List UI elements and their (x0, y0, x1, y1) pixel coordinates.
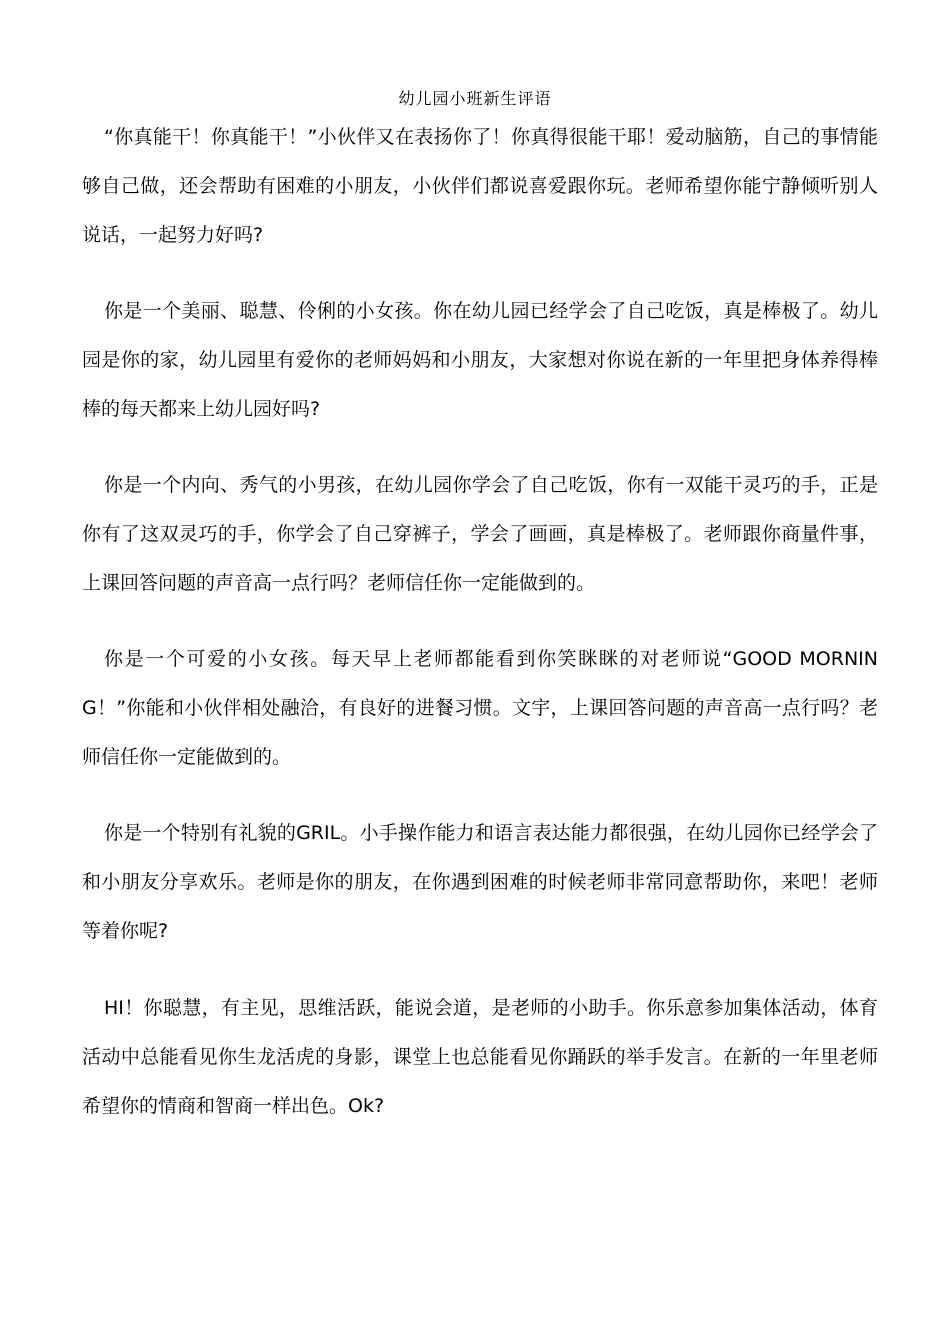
comment-paragraph-2: 你是一个美丽、聪慧、伶俐的小女孩。你在幼儿园已经学会了自己吃饭，真是棒极了。幼儿园是你的家，幼儿园里有爱你的老师妈妈和小朋友，大家想对你说在新的一年里把身体养得棒棒的每天都来上幼儿园好吗? (82, 300, 878, 420)
comment-paragraph-5: 你是一个特别有礼貌的GRIL。小手操作能力和语言表达能力都很强，在幼儿园你已经学会了和小朋友分享欢乐。老师是你的朋友，在你遇到困难的时候老师非常同意帮助你，来吧！老师等着你呢? (82, 822, 878, 942)
comment-paragraph-4: 你是一个可爱的小女孩。每天早上老师都能看到你笑眯眯的对老师说“GOOD MORNING！”你能和小伙伴相处融洽，有良好的进餐习惯。文宇，上课回答问题的声音高一点行吗？老师信任你一定能做到的。 (82, 648, 878, 768)
comment-paragraph-3: 你是一个内向、秀气的小男孩，在幼儿园你学会了自己吃饭，你有一双能干灵巧的手，正是你有了这双灵巧的手，你学会了自己穿裤子，学会了画画，真是棒极了。老师跟你商量件事，上课回答问题的声音高一点行吗？老师信任你一定能做到的。 (82, 474, 878, 594)
document-title: 幼儿园小班新生评语 (398, 89, 552, 108)
comment-paragraph-1: “你真能干！你真能干！”小伙伴又在表扬你了！你真得很能干耶！爱动脑筋，自己的事情能够自己做，还会帮助有困难的小朋友，小伙伴们都说喜爱跟你玩。老师希望你能宁静倾听别人说话，一起努力好吗? (82, 126, 878, 246)
comment-paragraph-6: HI！你聪慧，有主见，思维活跃，能说会道，是老师的小助手。你乐意参加集体活动，体育活动中总能看见你生龙活虎的身影，课堂上也总能看见你踊跃的举手发言。在新的一年里老师希望你的情商和智商一样出色。Ok? (82, 997, 878, 1117)
